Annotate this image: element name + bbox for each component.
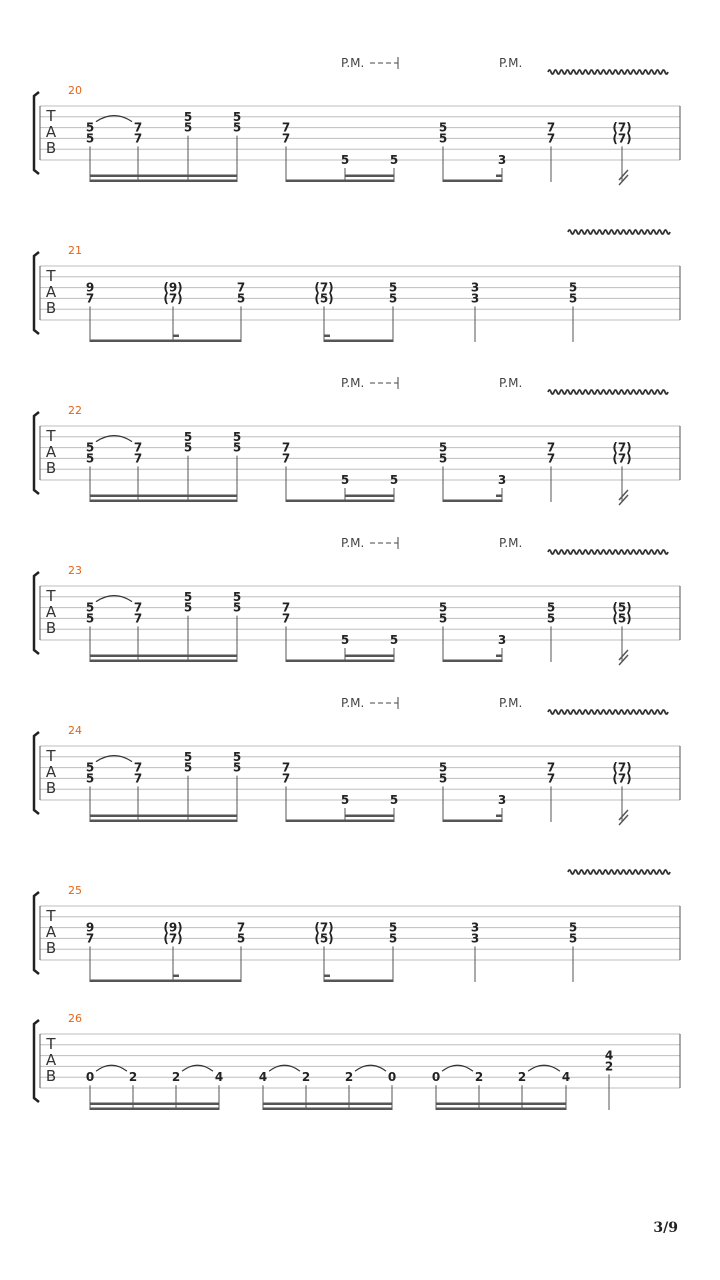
fret-number: 7	[546, 451, 556, 466]
note-beam	[436, 1108, 566, 1111]
fret-number: 5	[183, 109, 193, 124]
fret-number: 7	[546, 771, 556, 786]
note-beam	[443, 500, 502, 503]
tab-clef-a: A	[45, 123, 57, 141]
tab-clef-a: A	[45, 443, 57, 461]
fret-number: 5	[232, 749, 242, 764]
note-beam	[90, 340, 241, 343]
fret-number: 5	[340, 473, 350, 487]
fret-number: 3	[470, 280, 480, 295]
note-beam-secondary	[345, 655, 394, 658]
note-beam	[90, 180, 237, 183]
fret-number: 9	[85, 280, 95, 295]
fret-number: (7)	[612, 760, 632, 775]
tab-system-25	[34, 870, 680, 982]
fret-number: (9)	[163, 920, 183, 935]
measure-number: 26	[68, 1012, 82, 1025]
note-beam	[90, 820, 237, 823]
fret-number: (7)	[612, 440, 632, 455]
note-beam-secondary	[345, 815, 394, 818]
tremolo-slash	[619, 810, 628, 820]
fret-number: 5	[438, 120, 448, 135]
note-beam-secondary	[345, 495, 394, 498]
measure-number: 20	[68, 84, 82, 97]
palm-mute-label: P.M.	[341, 56, 365, 70]
fret-number: 5	[183, 429, 193, 444]
note-beam	[90, 1108, 219, 1111]
palm-mute-label: P.M.	[499, 696, 523, 710]
tab-system-20	[34, 56, 680, 185]
note-beam	[443, 180, 502, 183]
measure-number: 24	[68, 724, 82, 737]
fret-number: 5	[232, 589, 242, 604]
note-beam-secondary	[496, 655, 502, 658]
tab-clef-t: T	[46, 267, 56, 285]
tab-system-23	[34, 536, 680, 665]
note-beam	[263, 1108, 392, 1111]
fret-number: 3	[470, 291, 480, 306]
fret-number: 7	[236, 920, 246, 935]
note-beam-secondary	[496, 175, 502, 178]
fret-number: 5	[438, 600, 448, 615]
note-beam	[90, 500, 237, 503]
fret-number: 5	[85, 440, 95, 455]
fret-number: 5	[232, 120, 242, 135]
tab-system-22	[34, 376, 680, 505]
fret-number: 7	[236, 280, 246, 295]
vibrato-line	[568, 230, 670, 234]
fret-number: 7	[546, 760, 556, 775]
system-bracket	[34, 412, 39, 494]
note-beam	[436, 1103, 566, 1106]
vibrato-line	[548, 70, 668, 74]
fret-number: 7	[281, 451, 291, 466]
palm-mute-label: P.M.	[499, 376, 523, 390]
fret-number: 5	[85, 451, 95, 466]
fret-number: 2	[604, 1059, 614, 1074]
fret-number: 5	[236, 931, 246, 946]
fret-number: (7)	[612, 120, 632, 135]
fret-number: 5	[232, 760, 242, 775]
fret-number: 5	[568, 920, 578, 935]
fret-number: 3	[497, 473, 507, 487]
fret-number: (9)	[163, 280, 183, 295]
fret-number: 5	[568, 931, 578, 946]
note-beam	[90, 815, 237, 818]
fret-number: (5)	[612, 600, 632, 615]
note-beam-secondary	[496, 815, 502, 818]
vibrato-line	[548, 390, 668, 394]
measure-number: 23	[68, 564, 82, 577]
fret-number: 2	[517, 1070, 527, 1085]
fret-number: 7	[546, 131, 556, 146]
fret-number: (7)	[163, 291, 183, 306]
fret-number: 5	[388, 280, 398, 295]
note-beam-stub	[173, 335, 179, 338]
vibrato-line	[568, 870, 670, 874]
fret-number: 5	[85, 600, 95, 615]
fret-number: 5	[389, 153, 399, 167]
system-bracket	[34, 572, 39, 654]
fret-number: 7	[85, 931, 95, 946]
tab-clef-a: A	[45, 763, 57, 781]
page-number: 3/9	[653, 1220, 678, 1236]
tab-system-26	[34, 1012, 680, 1110]
fret-number: 5	[183, 120, 193, 135]
fret-number: (7)	[314, 920, 334, 935]
tab-clef-t: T	[46, 1035, 56, 1053]
note-beam	[286, 500, 394, 503]
system-bracket	[34, 1020, 39, 1102]
fret-number: 7	[281, 131, 291, 146]
fret-number: 7	[281, 600, 291, 615]
note-beam	[286, 660, 394, 663]
tremolo-slash	[619, 490, 628, 500]
fret-number: 5	[340, 153, 350, 167]
fret-number: (7)	[612, 451, 632, 466]
fret-number: (7)	[612, 131, 632, 146]
tab-clef-b: B	[45, 459, 57, 477]
fret-number: 7	[133, 451, 143, 466]
fret-number: (7)	[163, 931, 183, 946]
tab-clef-t: T	[46, 747, 56, 765]
fret-number: 7	[546, 440, 556, 455]
fret-number: 5	[388, 931, 398, 946]
fret-number: (5)	[612, 611, 632, 626]
fret-number: 5	[388, 920, 398, 935]
fret-number: 5	[438, 611, 448, 626]
note-beam	[90, 175, 237, 178]
tab-clef-a: A	[45, 1051, 57, 1069]
fret-number: 7	[281, 760, 291, 775]
fret-number: 5	[183, 760, 193, 775]
tab-clef-b: B	[45, 299, 57, 317]
palm-mute-label: P.M.	[499, 56, 523, 70]
vibrato-line	[548, 550, 668, 554]
fret-number: 5	[85, 771, 95, 786]
tab-clef-t: T	[46, 107, 56, 125]
tab-clef-b: B	[45, 619, 57, 637]
fret-number: 5	[232, 429, 242, 444]
fret-number: 0	[431, 1070, 441, 1085]
note-beam	[443, 660, 502, 663]
fret-number: 5	[546, 611, 556, 626]
palm-mute-label: P.M.	[499, 536, 523, 550]
fret-number: 5	[389, 633, 399, 647]
measure-number: 21	[68, 244, 82, 257]
system-bracket	[34, 732, 39, 814]
tab-clef-b: B	[45, 939, 57, 957]
fret-number: 5	[438, 440, 448, 455]
tab-clef-a: A	[45, 923, 57, 941]
fret-number: 5	[438, 760, 448, 775]
fret-number: 5	[438, 771, 448, 786]
tremolo-slash	[619, 655, 628, 665]
system-bracket	[34, 892, 39, 974]
tremolo-slash	[619, 170, 628, 180]
fret-number: 5	[546, 600, 556, 615]
note-beam	[90, 495, 237, 498]
note-beam-stub	[324, 335, 330, 338]
note-beam-stub	[324, 975, 330, 978]
note-beam	[286, 180, 394, 183]
fret-number: 7	[133, 131, 143, 146]
fret-number: 7	[133, 440, 143, 455]
fret-number: 4	[604, 1048, 614, 1063]
fret-number: (5)	[314, 931, 334, 946]
fret-number: 7	[281, 120, 291, 135]
measure-number: 25	[68, 884, 82, 897]
tab-clef-b: B	[45, 1067, 57, 1085]
tab-clef-b: B	[45, 139, 57, 157]
tab-clef-a: A	[45, 603, 57, 621]
note-beam	[263, 1103, 392, 1106]
note-beam	[443, 820, 502, 823]
fret-number: (7)	[314, 280, 334, 295]
fret-number: 5	[232, 440, 242, 455]
fret-number: 0	[387, 1070, 397, 1085]
note-beam	[90, 1103, 219, 1106]
fret-number: 5	[183, 600, 193, 615]
fret-number: 5	[438, 451, 448, 466]
fret-number: 5	[340, 793, 350, 807]
tab-clef-b: B	[45, 779, 57, 797]
fret-number: 7	[85, 291, 95, 306]
tremolo-slash	[619, 650, 628, 660]
fret-number: 7	[546, 120, 556, 135]
fret-number: 3	[497, 153, 507, 167]
note-beam	[90, 980, 241, 983]
note-beam	[90, 660, 237, 663]
fret-number: 5	[438, 131, 448, 146]
note-beam-stub	[173, 975, 179, 978]
note-beam-secondary	[345, 175, 394, 178]
note-beam	[324, 340, 393, 343]
fret-number: 5	[389, 473, 399, 487]
note-beam	[286, 820, 394, 823]
fret-number: 7	[281, 611, 291, 626]
tab-clef-t: T	[46, 427, 56, 445]
fret-number: 2	[301, 1070, 311, 1085]
tab-clef-a: A	[45, 283, 57, 301]
measure-number: 22	[68, 404, 82, 417]
fret-number: 5	[232, 109, 242, 124]
note-beam	[90, 655, 237, 658]
fret-number: (7)	[612, 771, 632, 786]
fret-number: 7	[281, 771, 291, 786]
fret-number: 7	[133, 611, 143, 626]
fret-number: 0	[85, 1070, 95, 1085]
fret-number: 5	[85, 131, 95, 146]
fret-number: 7	[133, 771, 143, 786]
note-beam-secondary	[496, 495, 502, 498]
fret-number: (5)	[314, 291, 334, 306]
fret-number: 5	[232, 600, 242, 615]
tab-clef-t: T	[46, 587, 56, 605]
system-bracket	[34, 92, 39, 174]
fret-number: 7	[281, 440, 291, 455]
tremolo-slash	[619, 815, 628, 825]
palm-mute-label: P.M.	[341, 376, 365, 390]
fret-number: 5	[389, 793, 399, 807]
fret-number: 7	[133, 600, 143, 615]
tremolo-slash	[619, 495, 628, 505]
fret-number: 2	[474, 1070, 484, 1085]
fret-number: 5	[183, 440, 193, 455]
fret-number: 5	[183, 749, 193, 764]
tab-system-24	[34, 696, 680, 825]
fret-number: 5	[85, 760, 95, 775]
tab-system-21	[34, 230, 680, 342]
fret-number: 3	[470, 931, 480, 946]
fret-number: 4	[561, 1070, 571, 1085]
palm-mute-label: P.M.	[341, 536, 365, 550]
fret-number: 7	[133, 120, 143, 135]
fret-number: 3	[497, 793, 507, 807]
fret-number: 3	[497, 633, 507, 647]
fret-number: 3	[470, 920, 480, 935]
note-beam	[324, 980, 393, 983]
palm-mute-label: P.M.	[341, 696, 365, 710]
fret-number: 5	[236, 291, 246, 306]
fret-number: 2	[128, 1070, 138, 1085]
fret-number: 9	[85, 920, 95, 935]
tab-clef-t: T	[46, 907, 56, 925]
fret-number: 7	[133, 760, 143, 775]
system-bracket	[34, 252, 39, 334]
vibrato-line	[548, 710, 668, 714]
tremolo-slash	[619, 175, 628, 185]
fret-number: 2	[171, 1070, 181, 1085]
fret-number: 5	[340, 633, 350, 647]
fret-number: 5	[85, 611, 95, 626]
fret-number: 4	[214, 1070, 224, 1085]
fret-number: 5	[183, 589, 193, 604]
fret-number: 4	[258, 1070, 268, 1085]
fret-number: 5	[388, 291, 398, 306]
fret-number: 5	[568, 280, 578, 295]
fret-number: 2	[344, 1070, 354, 1085]
fret-number: 5	[568, 291, 578, 306]
fret-number: 5	[85, 120, 95, 135]
